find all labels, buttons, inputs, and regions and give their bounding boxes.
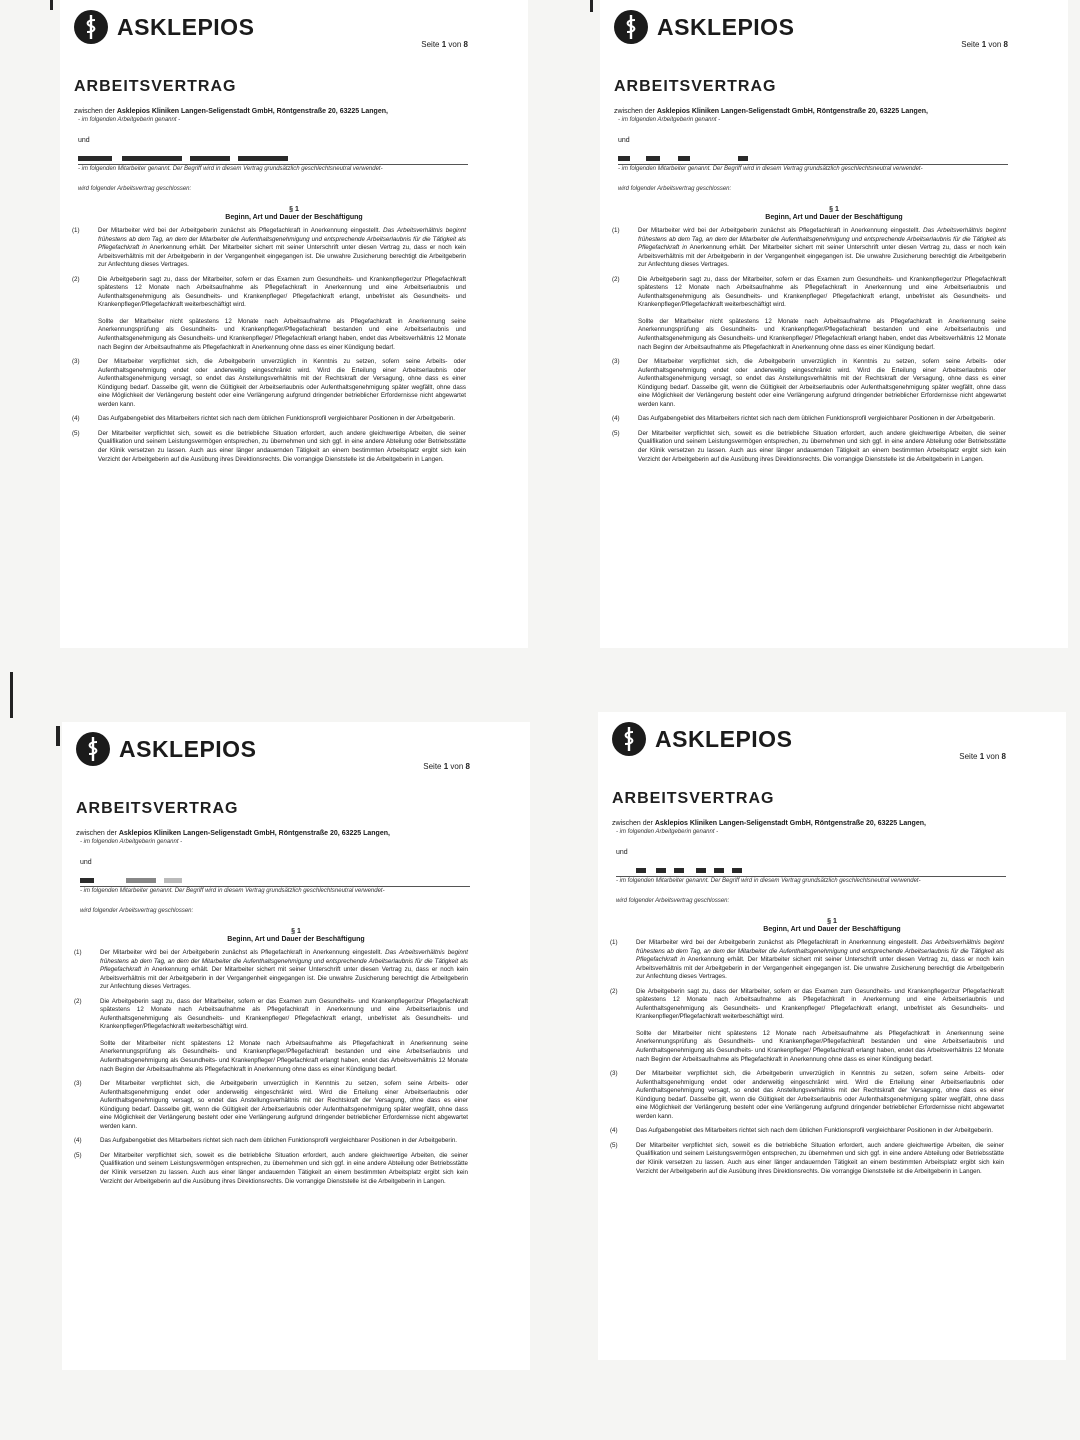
- clause-2: (2) Die Arbeitgeberin sagt zu, dass der Mitarbeiter, sofern er das Examen zum Gesundheits- und Krankenpfleger/zur Pflegefachkraft spätestens 12 Monate nach Arbeitsaufnahme als Pflegefachkraft in Anerkennung und eine Arbeitserlaubnis und Aufenthaltsgenehmigung als Gesundheits- und Krankenpfleger/ Pflegefachkraft erlangt, unbefristet als Gesundheits- und Krankenpfleger/Pflegefachkraft weiterbeschäftigt wird.: [612, 275, 1006, 309]
- brand-name: ASKLEPIOS: [657, 13, 795, 40]
- photo-edge-mark: [56, 726, 60, 746]
- concluded-text: wird folgender Arbeitsvertrag geschlossen:: [616, 898, 730, 904]
- clause-2: (2) Die Arbeitgeberin sagt zu, dass der Mitarbeiter, sofern er das Examen zum Gesundheits- und Krankenpfleger/zur Pflegefachkraft spätestens 12 Monate nach Arbeitsaufnahme als Pflegefachkraft in Anerkennung und eine Arbeitserlaubnis und Aufenthaltsgenehmigung als Gesundheits- und Krankenpfleger/ Pflegefachkraft erlangt, unbefristet als Gesundheits- und Krankenpfleger/Pflegefachkraft weiterbeschäftigt wird.: [610, 987, 1004, 1021]
- clause-2-sub: Sollte der Mitarbeiter nicht spätestens 12 Monate nach Arbeitsaufnahme als Pflegefachkraft in Anerkennung seine Anerkennungsprüfung als Gesundheits- und Krankenpfleger/Pflegefachkraft bestanden und eine Arbeitserlaubnis und Aufenthaltsgenehmigung als Gesundheits- und Krankenpfleger/ Pflegefachkraft erlangt haben, endet das Arbeitsverhältnis 12 Monate nach Beginn der Arbeitsaufnahme als Pflegefachkraft in Anerkennung ohne dass es einer Kündigung bedarf.: [100, 1039, 468, 1073]
- staff-logo-icon: [614, 10, 648, 44]
- employer-note: - im folgenden Arbeitgeberin genannt -: [80, 839, 183, 845]
- redacted-name: [80, 876, 530, 886]
- clause-5: (5) Der Mitarbeiter verpflichtet sich, soweit es die betriebliche Situation erfordert, auch andere gleichwertige Arbeiten, die seiner Qualifikation und seinem Leistungsvermögen entsprechen, zu übernehmen und sich ggf. in eine andere Abteilung oder Betriebsstätte der Klinik versetzen zu lassen. Auch aus einer länger andauernden Tätigkeit an einem bestimmten Arbeitsplatz ergibt sich kein Verzicht der Arbeitgeberin auf die Ausübung ihres Direktionsrechts. Die vorrangige Dienststelle ist die Arbeitgeberin in Langen.: [72, 429, 466, 463]
- parties-employer: zwischen der Asklepios Kliniken Langen-Seligenstadt GmbH, Röntgenstraße 20, 63225 Langen,: [614, 108, 928, 115]
- document-title: ARBEITSVERTRAG: [76, 800, 239, 817]
- and-text: und: [78, 137, 90, 144]
- page-header: [600, 6, 1068, 64]
- document-title: ARBEITSVERTRAG: [74, 78, 237, 95]
- clause-4: (4) Das Aufgabengebiet des Mitarbeiters richtet sich nach dem üblichen Funktionsprofil vergleichbarer Positionen in der Arbeitgeberin.: [612, 415, 996, 423]
- contract-page-4: [598, 712, 1066, 1360]
- employer-note: - im folgenden Arbeitgeberin genannt -: [616, 829, 719, 835]
- section-title: Beginn, Art und Dauer der Beschäftigung: [225, 214, 363, 221]
- staff-logo-icon: [74, 10, 108, 44]
- page-number: Seite 1 von 8: [959, 752, 1006, 761]
- and-text: und: [616, 849, 628, 856]
- section-number: § 1: [289, 206, 299, 213]
- employer-note: - im folgenden Arbeitgeberin genannt -: [78, 117, 181, 123]
- parties-employer: zwischen der Asklepios Kliniken Langen-Seligenstadt GmbH, Röntgenstraße 20, 63225 Langen,: [74, 108, 388, 115]
- brand-name: ASKLEPIOS: [655, 725, 793, 752]
- clause-1: (1) Der Mitarbeiter wird bei der Arbeitgeberin zunächst als Pflegefachkraft in Anerkennung eingestellt. Das Arbeitsverhältnis beginnt frühestens ab dem Tag, an dem der Mitarbeiter die Aufenthaltsgenehmigung und entsprechende Arbeitserlaubnis für die Tätigkeit als Pflegefachkraft in Anerkennung erhält. Der Mitarbeiter sichert mit seiner Unterschrift unter diesen Vertrag zu, dass er noch kein Arbeitsverhältnis mit der Arbeitgeberin in der Vergangenheit eingegangen ist. Die unwahre Zusicherung berechtigt die Arbeitgeberin zur Anfechtung dieses Vertrages.: [610, 939, 1005, 981]
- employee-note: - im folgenden Mitarbeiter genannt. Der Begriff wird in diesem Vertrag grundsätzlich geschlechtsneutral verwendet-: [80, 886, 470, 894]
- page-number: Seite 1 von 8: [961, 40, 1008, 49]
- page-header: [62, 728, 530, 786]
- photo-edge-mark: [10, 672, 13, 718]
- clause-1: (1) Der Mitarbeiter wird bei der Arbeitgeberin zunächst als Pflegefachkraft in Anerkennung eingestellt. Das Arbeitsverhältnis beginnt frühestens ab dem Tag, an dem der Mitarbeiter die Aufenthaltsgenehmigung und entsprechende Arbeitserlaubnis für die Tätigkeit als Pflegefachkraft in Anerkennung erhält. Der Mitarbeiter sichert mit seiner Unterschrift unter diesen Vertrag zu, dass er noch kein Arbeitsverhältnis mit der Arbeitgeberin in der Vergangenheit eingegangen ist. Die unwahre Zusicherung berechtigt die Arbeitgeberin zur Anfechtung dieses Vertrages.: [74, 949, 469, 991]
- document-title: ARBEITSVERTRAG: [614, 78, 777, 95]
- concluded-text: wird folgender Arbeitsvertrag geschlossen:: [78, 186, 192, 192]
- logo: [614, 10, 794, 44]
- page-header: [60, 6, 528, 64]
- logo: [74, 10, 254, 44]
- employer-note: - im folgenden Arbeitgeberin genannt -: [618, 117, 721, 123]
- page-number: Seite 1 von 8: [423, 762, 470, 771]
- concluded-text: wird folgender Arbeitsvertrag geschlossen:: [618, 186, 732, 192]
- brand-name: ASKLEPIOS: [119, 735, 257, 762]
- employee-note: - im folgenden Mitarbeiter genannt. Der Begriff wird in diesem Vertrag grundsätzlich geschlechtsneutral verwendet-: [78, 164, 468, 172]
- redacted-name: [78, 154, 528, 164]
- clause-3: (3) Der Mitarbeiter verpflichtet sich, die Arbeitgeberin unverzüglich in Kenntnis zu setzen, sofern seine Arbeits- oder Aufenthaltsgenehmigung endet oder anderweitig eingeschränkt wird. Wird die Erteilung einer Arbeitserlaubnis oder Aufenthaltsgenehmigung versagt, so endet das Anstellungsverhältnis mit der Rechtskraft der Versagung, ohne dass es einer Kündigung bedarf. Dasselbe gilt, wenn die Gültigkeit der Arbeitserlaubnis oder Aufenthaltsgenehmigung später wegfällt, ohne dass eine Möglichkeit der Verlängerung besteht oder eine Verlängerung aufgrund dringender betrieblicher Erfordernisse nicht abgewartet werden kann.: [610, 1070, 1004, 1120]
- contract-page-1: [60, 0, 528, 648]
- employee-note: - im folgenden Mitarbeiter genannt. Der Begriff wird in diesem Vertrag grundsätzlich geschlechtsneutral verwendet-: [618, 164, 1008, 172]
- section-title: Beginn, Art und Dauer der Beschäftigung: [763, 926, 901, 933]
- brand-name: ASKLEPIOS: [117, 13, 255, 40]
- section-number: § 1: [829, 206, 839, 213]
- employee-note: - im folgenden Mitarbeiter genannt. Der Begriff wird in diesem Vertrag grundsätzlich geschlechtsneutral verwendet-: [616, 876, 1006, 884]
- clause-5: (5) Der Mitarbeiter verpflichtet sich, soweit es die betriebliche Situation erfordert, auch andere gleichwertige Arbeiten, die seiner Qualifikation und seinem Leistungsvermögen entsprechen, zu übernehmen und sich ggf. in eine andere Abteilung oder Betriebsstätte der Klinik versetzen zu lassen. Auch aus einer länger andauernden Tätigkeit an einem bestimmten Arbeitsplatz ergibt sich kein Verzicht der Arbeitgeberin auf die Ausübung ihres Direktionsrechts. Die vorrangige Dienststelle ist die Arbeitgeberin in Langen.: [610, 1141, 1004, 1175]
- section-title: Beginn, Art und Dauer der Beschäftigung: [765, 214, 903, 221]
- clause-1: (1) Der Mitarbeiter wird bei der Arbeitgeberin zunächst als Pflegefachkraft in Anerkennung eingestellt. Das Arbeitsverhältnis beginnt frühestens ab dem Tag, an dem der Mitarbeiter die Aufenthaltsgenehmigung und entsprechende Arbeitserlaubnis für die Tätigkeit als Pflegefachkraft in Anerkennung erhält. Der Mitarbeiter sichert mit seiner Unterschrift unter diesen Vertrag zu, dass er noch kein Arbeitsverhältnis mit der Arbeitgeberin in der Vergangenheit eingegangen ist. Die unwahre Zusicherung berechtigt die Arbeitgeberin zur Anfechtung dieses Vertrages.: [612, 227, 1007, 269]
- clause-3: (3) Der Mitarbeiter verpflichtet sich, die Arbeitgeberin unverzüglich in Kenntnis zu setzen, sofern seine Arbeits- oder Aufenthaltsgenehmigung endet oder anderweitig eingeschränkt wird. Wird die Erteilung einer Arbeitserlaubnis oder Aufenthaltsgenehmigung versagt, so endet das Anstellungsverhältnis mit der Rechtskraft der Versagung, ohne dass es einer Kündigung bedarf. Dasselbe gilt, wenn die Gültigkeit der Arbeitserlaubnis oder Aufenthaltsgenehmigung später wegfällt, ohne dass eine Möglichkeit der Verlängerung besteht oder eine Verlängerung aufgrund dringender betrieblicher Erfordernisse nicht abgewartet werden kann.: [74, 1080, 468, 1130]
- logo: [612, 722, 792, 756]
- and-text: und: [618, 137, 630, 144]
- and-text: und: [80, 859, 92, 866]
- clause-3: (3) Der Mitarbeiter verpflichtet sich, die Arbeitgeberin unverzüglich in Kenntnis zu setzen, sofern seine Arbeits- oder Aufenthaltsgenehmigung endet oder anderweitig eingeschränkt wird. Wird die Erteilung einer Arbeitserlaubnis oder Aufenthaltsgenehmigung versagt, so endet das Anstellungsverhältnis mit der Rechtskraft der Versagung, ohne dass es einer Kündigung bedarf. Dasselbe gilt, wenn die Gültigkeit der Arbeitserlaubnis oder Aufenthaltsgenehmigung später wegfällt, ohne dass eine Möglichkeit der Verlängerung besteht oder eine Verlängerung aufgrund dringender betrieblicher Erfordernisse nicht abgewartet werden kann.: [612, 358, 1006, 408]
- staff-logo-icon: [612, 722, 646, 756]
- contract-page-3: [62, 722, 530, 1370]
- contract-page-2: [600, 0, 1068, 648]
- clause-2: (2) Die Arbeitgeberin sagt zu, dass der Mitarbeiter, sofern er das Examen zum Gesundheits- und Krankenpfleger/zur Pflegefachkraft spätestens 12 Monate nach Arbeitsaufnahme als Pflegefachkraft in Anerkennung und eine Arbeitserlaubnis und Aufenthaltsgenehmigung als Gesundheits- und Krankenpfleger/ Pflegefachkraft erlangt, unbefristet als Gesundheits- und Krankenpfleger/Pflegefachkraft weiterbeschäftigt wird.: [72, 275, 466, 309]
- parties-employer: zwischen der Asklepios Kliniken Langen-Seligenstadt GmbH, Röntgenstraße 20, 63225 Langen,: [76, 830, 390, 837]
- clause-2-sub: Sollte der Mitarbeiter nicht spätestens 12 Monate nach Arbeitsaufnahme als Pflegefachkraft in Anerkennung seine Anerkennungsprüfung als Gesundheits- und Krankenpfleger/Pflegefachkraft bestanden und eine Arbeitserlaubnis und Aufenthaltsgenehmigung als Gesundheits- und Krankenpfleger/ Pflegefachkraft erlangt haben, endet das Arbeitsverhältnis 12 Monate nach Beginn der Arbeitsaufnahme als Pflegefachkraft in Anerkennung ohne dass es einer Kündigung bedarf.: [638, 317, 1006, 351]
- section-number: § 1: [827, 918, 837, 925]
- page-header: [598, 718, 1066, 776]
- clause-4: (4) Das Aufgabengebiet des Mitarbeiters richtet sich nach dem üblichen Funktionsprofil vergleichbarer Positionen in der Arbeitgeberin.: [610, 1127, 994, 1135]
- page-number: Seite 1 von 8: [421, 40, 468, 49]
- clause-2-sub: Sollte der Mitarbeiter nicht spätestens 12 Monate nach Arbeitsaufnahme als Pflegefachkraft in Anerkennung seine Anerkennungsprüfung als Gesundheits- und Krankenpfleger/Pflegefachkraft bestanden und eine Arbeitserlaubnis und Aufenthaltsgenehmigung als Gesundheits- und Krankenpfleger/ Pflegefachkraft erlangt haben, endet das Arbeitsverhältnis 12 Monate nach Beginn der Arbeitsaufnahme als Pflegefachkraft in Anerkennung ohne dass es einer Kündigung bedarf.: [98, 317, 466, 351]
- staff-logo-icon: [76, 732, 110, 766]
- parties-employer: zwischen der Asklepios Kliniken Langen-Seligenstadt GmbH, Röntgenstraße 20, 63225 Langen,: [612, 820, 926, 827]
- clause-3: (3) Der Mitarbeiter verpflichtet sich, die Arbeitgeberin unverzüglich in Kenntnis zu setzen, sofern seine Arbeits- oder Aufenthaltsgenehmigung endet oder anderweitig eingeschränkt wird. Wird die Erteilung einer Arbeitserlaubnis oder Aufenthaltsgenehmigung versagt, so endet das Anstellungsverhältnis mit der Rechtskraft der Versagung, ohne dass es einer Kündigung bedarf. Dasselbe gilt, wenn die Gültigkeit der Arbeitserlaubnis oder Aufenthaltsgenehmigung später wegfällt, ohne dass eine Möglichkeit der Verlängerung besteht oder eine Verlängerung aufgrund dringender betrieblicher Erfordernisse nicht abgewartet werden kann.: [72, 358, 466, 408]
- clause-4: (4) Das Aufgabengebiet des Mitarbeiters richtet sich nach dem üblichen Funktionsprofil vergleichbarer Positionen in der Arbeitgeberin.: [72, 415, 456, 423]
- clause-1: (1) Der Mitarbeiter wird bei der Arbeitgeberin zunächst als Pflegefachkraft in Anerkennung eingestellt. Das Arbeitsverhältnis beginnt frühestens ab dem Tag, an dem der Mitarbeiter die Aufenthaltsgenehmigung und entsprechende Arbeitserlaubnis für die Tätigkeit als Pflegefachkraft in Anerkennung erhält. Der Mitarbeiter sichert mit seiner Unterschrift unter diesen Vertrag zu, dass er noch kein Arbeitsverhältnis mit der Arbeitgeberin in der Vergangenheit eingegangen ist. Die unwahre Zusicherung berechtigt die Arbeitgeberin zur Anfechtung dieses Vertrages.: [72, 227, 467, 269]
- concluded-text: wird folgender Arbeitsvertrag geschlossen:: [80, 908, 194, 914]
- clause-2: (2) Die Arbeitgeberin sagt zu, dass der Mitarbeiter, sofern er das Examen zum Gesundheits- und Krankenpfleger/zur Pflegefachkraft spätestens 12 Monate nach Arbeitsaufnahme als Pflegefachkraft in Anerkennung und eine Arbeitserlaubnis und Aufenthaltsgenehmigung als Gesundheits- und Krankenpfleger/ Pflegefachkraft erlangt, unbefristet als Gesundheits- und Krankenpfleger/Pflegefachkraft weiterbeschäftigt wird.: [74, 997, 468, 1031]
- photo-edge-mark: [50, 0, 53, 10]
- clause-5: (5) Der Mitarbeiter verpflichtet sich, soweit es die betriebliche Situation erfordert, auch andere gleichwertige Arbeiten, die seiner Qualifikation und seinem Leistungsvermögen entsprechen, zu übernehmen und sich ggf. in eine andere Abteilung oder Betriebsstätte der Klinik versetzen zu lassen. Auch aus einer länger andauernden Tätigkeit an einem bestimmten Arbeitsplatz ergibt sich kein Verzicht der Arbeitgeberin auf die Ausübung ihres Direktionsrechts. Die vorrangige Dienststelle ist die Arbeitgeberin in Langen.: [74, 1151, 468, 1185]
- section-number: § 1: [291, 928, 301, 935]
- clause-5: (5) Der Mitarbeiter verpflichtet sich, soweit es die betriebliche Situation erfordert, auch andere gleichwertige Arbeiten, die seiner Qualifikation und seinem Leistungsvermögen entsprechen, zu übernehmen und sich ggf. in eine andere Abteilung oder Betriebsstätte der Klinik versetzen zu lassen. Auch aus einer länger andauernden Tätigkeit an einem bestimmten Arbeitsplatz ergibt sich kein Verzicht der Arbeitgeberin auf die Ausübung ihres Direktionsrechts. Die vorrangige Dienststelle ist die Arbeitgeberin in Langen.: [612, 429, 1006, 463]
- redacted-name: [616, 866, 1066, 876]
- section-title: Beginn, Art und Dauer der Beschäftigung: [227, 936, 365, 943]
- logo: [76, 732, 256, 766]
- clause-4: (4) Das Aufgabengebiet des Mitarbeiters richtet sich nach dem üblichen Funktionsprofil vergleichbarer Positionen in der Arbeitgeberin.: [74, 1137, 458, 1145]
- clause-2-sub: Sollte der Mitarbeiter nicht spätestens 12 Monate nach Arbeitsaufnahme als Pflegefachkraft in Anerkennung seine Anerkennungsprüfung als Gesundheits- und Krankenpfleger/Pflegefachkraft bestanden und eine Arbeitserlaubnis und Aufenthaltsgenehmigung als Gesundheits- und Krankenpfleger/ Pflegefachkraft erlangt haben, endet das Arbeitsverhältnis 12 Monate nach Beginn der Arbeitsaufnahme als Pflegefachkraft in Anerkennung ohne dass es einer Kündigung bedarf.: [636, 1029, 1004, 1063]
- redacted-name: [618, 154, 1068, 164]
- document-title: ARBEITSVERTRAG: [612, 790, 775, 807]
- photo-edge-mark: [590, 0, 593, 12]
